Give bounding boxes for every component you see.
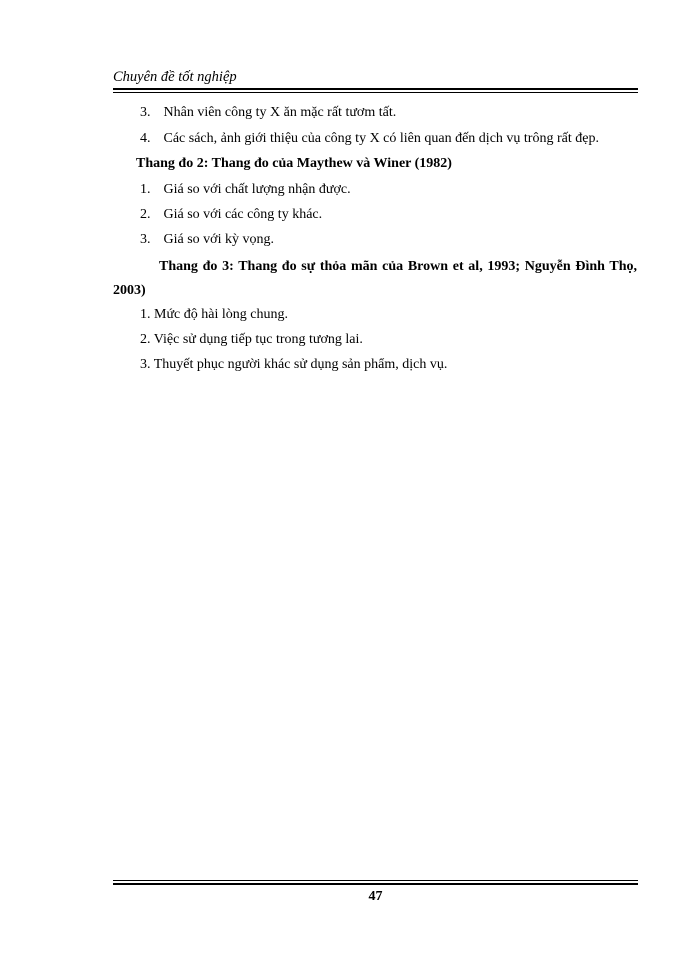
page-number: 47: [368, 889, 383, 904]
scale3-heading-line2: 2003): [113, 283, 146, 298]
list-item: 1. Giá so với chất lượng nhận được.: [140, 182, 351, 197]
list-item: 4. Các sách, ảnh giới thiệu của công ty X có liên quan đến dịch vụ trông rất đẹp.: [140, 131, 599, 146]
footer-divider: [113, 880, 638, 885]
scale3-heading-line1: Thang đo 3: Thang đo sự thỏa mãn của Brown et al, 1993; Nguyễn Đình Thọ,: [159, 259, 637, 274]
list-item: 3. Giá so với kỳ vọng.: [140, 232, 274, 247]
list-item: 3. Nhân viên công ty X ăn mặc rất tươm tất.: [140, 105, 397, 120]
scale2-heading: Thang đo 2: Thang đo của Maythew và Winer (1982): [136, 156, 452, 171]
header-title: Chuyên đề tốt nghiệp: [113, 69, 237, 85]
list-item: 2. Việc sử dụng tiếp tục trong tương lai.: [140, 332, 363, 347]
list-item: 2. Giá so với các công ty khác.: [140, 207, 323, 222]
list-item: 1. Mức độ hài lòng chung.: [140, 307, 288, 322]
header-divider: [113, 88, 638, 93]
list-item: 3. Thuyết phục người khác sử dụng sản phẩm, dịch vụ.: [140, 357, 448, 372]
